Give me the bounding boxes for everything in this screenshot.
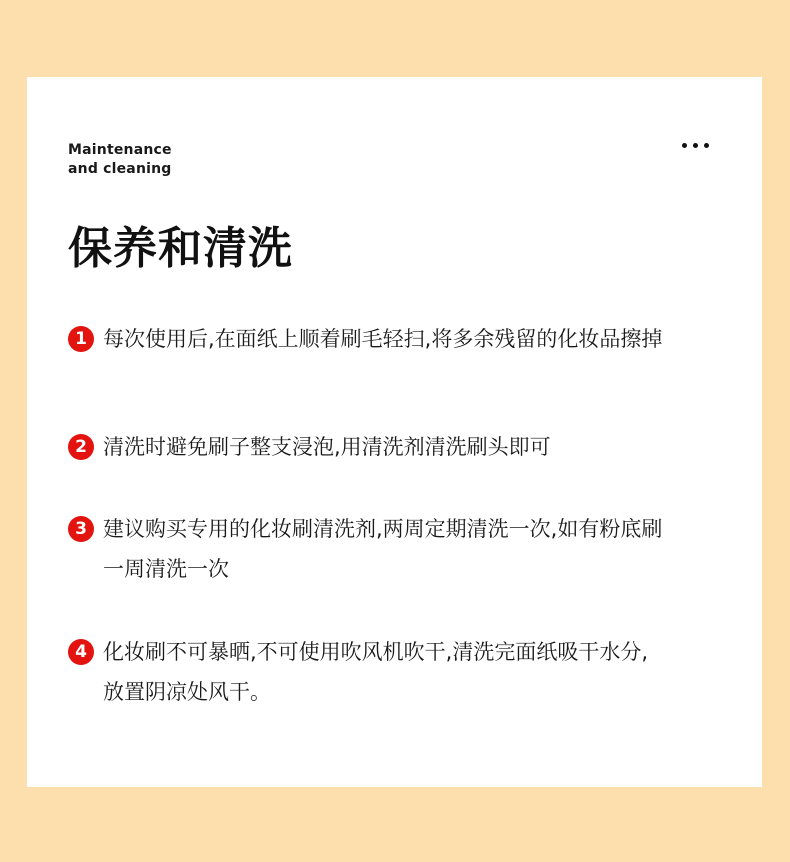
more-dots-icon	[682, 143, 709, 148]
list-item-text: 清洗时避免刷子整支浸泡,用清洗剂清洗刷头即可	[103, 435, 551, 459]
number-badge: 2	[68, 434, 94, 460]
subtitle-line-1: Maintenance	[68, 142, 172, 158]
list-item-text: 每次使用后,在面纸上顺着刷毛轻扫,将多余残留的化妆品擦掉	[103, 327, 663, 351]
dot	[704, 143, 709, 148]
dot	[682, 143, 687, 148]
list-item	[68, 509, 668, 589]
page-title: 保养和清洗	[68, 223, 293, 274]
number-badge: 4	[68, 639, 94, 665]
list-item	[68, 427, 668, 467]
list-item	[68, 632, 668, 712]
subtitle	[68, 141, 172, 179]
content-card	[27, 77, 762, 787]
number-badge: 3	[68, 516, 94, 542]
list-item-text: 建议购买专用的化妆刷清洗剂,两周定期清洗一次,如有粉底刷一周清洗一次	[103, 517, 663, 581]
dot	[693, 143, 698, 148]
number-badge: 1	[68, 326, 94, 352]
list-item-text: 化妆刷不可暴晒,不可使用吹风机吹干,清洗完面纸吸干水分,放置阴凉处风干。	[103, 640, 649, 704]
list-item	[68, 319, 668, 359]
subtitle-line-2: and cleaning	[68, 161, 172, 177]
